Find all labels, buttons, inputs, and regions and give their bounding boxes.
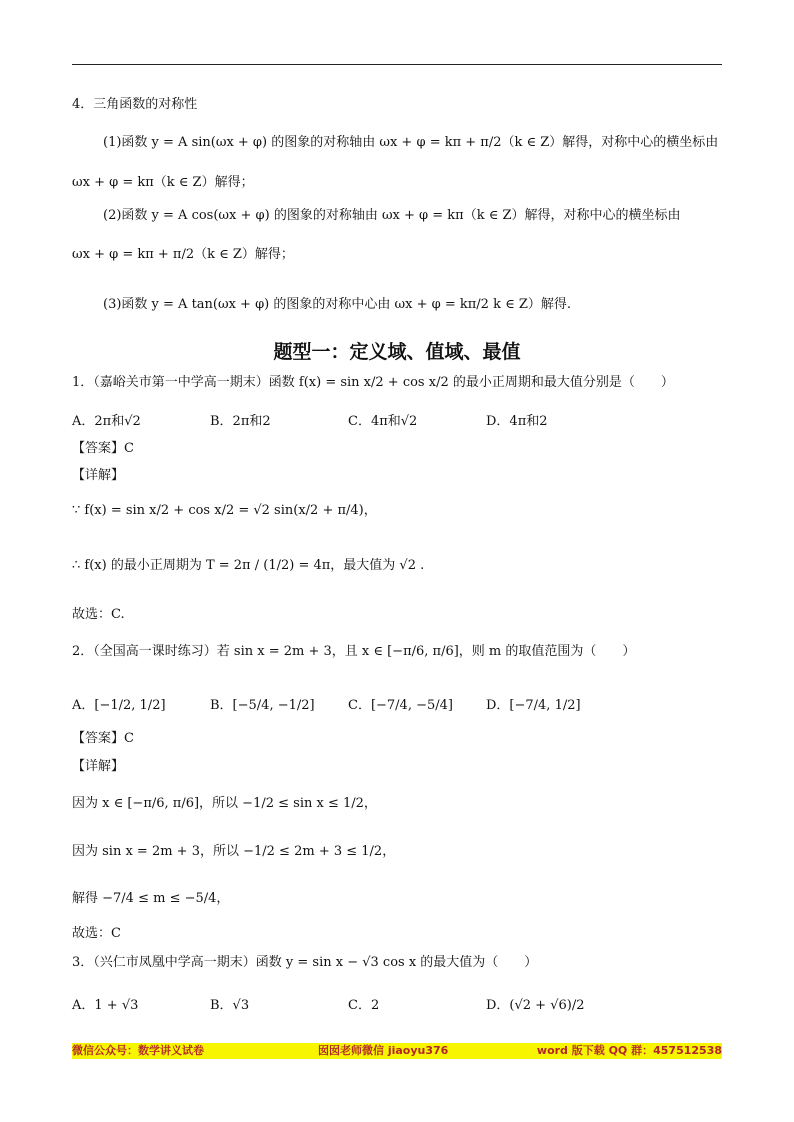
q1-step2: ∴ f(x) 的最小正周期为 T = 2π / (1/2) = 4π，最大值为 √2 . [72,558,425,573]
q3-option-c: C．2 [348,998,380,1013]
q2-answer: 【答案】C [72,731,134,746]
q1-option-d: D．4π和2 [486,414,548,429]
section4-item2-line2: ωx + φ = kπ + π/2（k ∈ Z）解得； [72,247,294,262]
q2-conclusion: 故选：C [72,926,121,941]
q2-option-b: B．[−5/4, −1/2] [210,698,315,713]
section4-heading: 4．三角函数的对称性 [72,97,198,112]
q3-option-d: D．(√2 + √6)/2 [486,998,585,1013]
section4-item2-line1: (2)函数 y = A cos(ωx + φ) 的图象的对称轴由 ωx + φ = kπ（k ∈ Z）解得，对称中心的横坐标由 [103,208,681,223]
footer-wechat-account: 微信公众号：数学讲义试卷 [72,1044,204,1057]
q2-option-d: D．[−7/4, 1/2] [486,698,581,713]
section4-item1-line1: (1)函数 y = A sin(ωx + φ) 的图象的对称轴由 ωx + φ = kπ + π/2（k ∈ Z）解得，对称中心的横坐标由 [103,135,719,150]
q2-stem: 2．（全国高一课时练习）若 sin x = 2m + 3，且 x ∈ [−π/6, π/6]，则 m 的取值范围为（ ） [72,644,636,659]
header-rule [72,64,722,65]
q1-conclusion: 故选：C. [72,607,125,622]
section-title: 题型一：定义域、值域、最值 [273,341,521,363]
q3-option-b: B．√3 [210,998,250,1013]
q3-stem: 3．（兴仁市凤凰中学高一期末）函数 y = sin x − √3 cos x 的最大值为（ ） [72,955,538,970]
q1-answer: 【答案】C [72,441,134,456]
q2-detail-label: 【详解】 [72,759,125,774]
q1-stem: 1．（嘉峪关市第一中学高一期末）函数 f(x) = sin x/2 + cos x/2 的最小正周期和最大值分别是（ ） [72,375,674,390]
q2-step3: 解得 −7/4 ≤ m ≤ −5/4， [72,891,230,906]
footer-teacher-wechat: 囡囡老师微信 jiaoyu376 [318,1044,449,1057]
q3-option-a: A．1 + √3 [72,998,139,1013]
q2-step1: 因为 x ∈ [−π/6, π/6]，所以 −1/2 ≤ sin x ≤ 1/2， [72,796,377,811]
q2-step2: 因为 sin x = 2m + 3，所以 −1/2 ≤ 2m + 3 ≤ 1/2， [72,844,396,859]
q2-option-a: A．[−1/2, 1/2] [72,698,166,713]
footer-banner [72,1043,722,1059]
section4-item1-line2: ωx + φ = kπ（k ∈ Z）解得； [72,175,254,190]
section4-item3-line1: (3)函数 y = A tan(ωx + φ) 的图象的对称中心由 ωx + φ = kπ/2 k ∈ Z）解得. [103,297,572,312]
q1-detail-label: 【详解】 [72,468,125,483]
q1-option-b: B．2π和2 [210,414,271,429]
q2-option-c: C．[−7/4, −5/4] [348,698,453,713]
q1-option-c: C．4π和√2 [348,414,418,429]
q1-option-a: A．2π和√2 [72,414,141,429]
q1-step1: ∵ f(x) = sin x/2 + cos x/2 = √2 sin(x/2 + π/4)， [72,503,377,518]
footer-qq-group: word 版下载 QQ 群：457512538 [536,1044,722,1057]
